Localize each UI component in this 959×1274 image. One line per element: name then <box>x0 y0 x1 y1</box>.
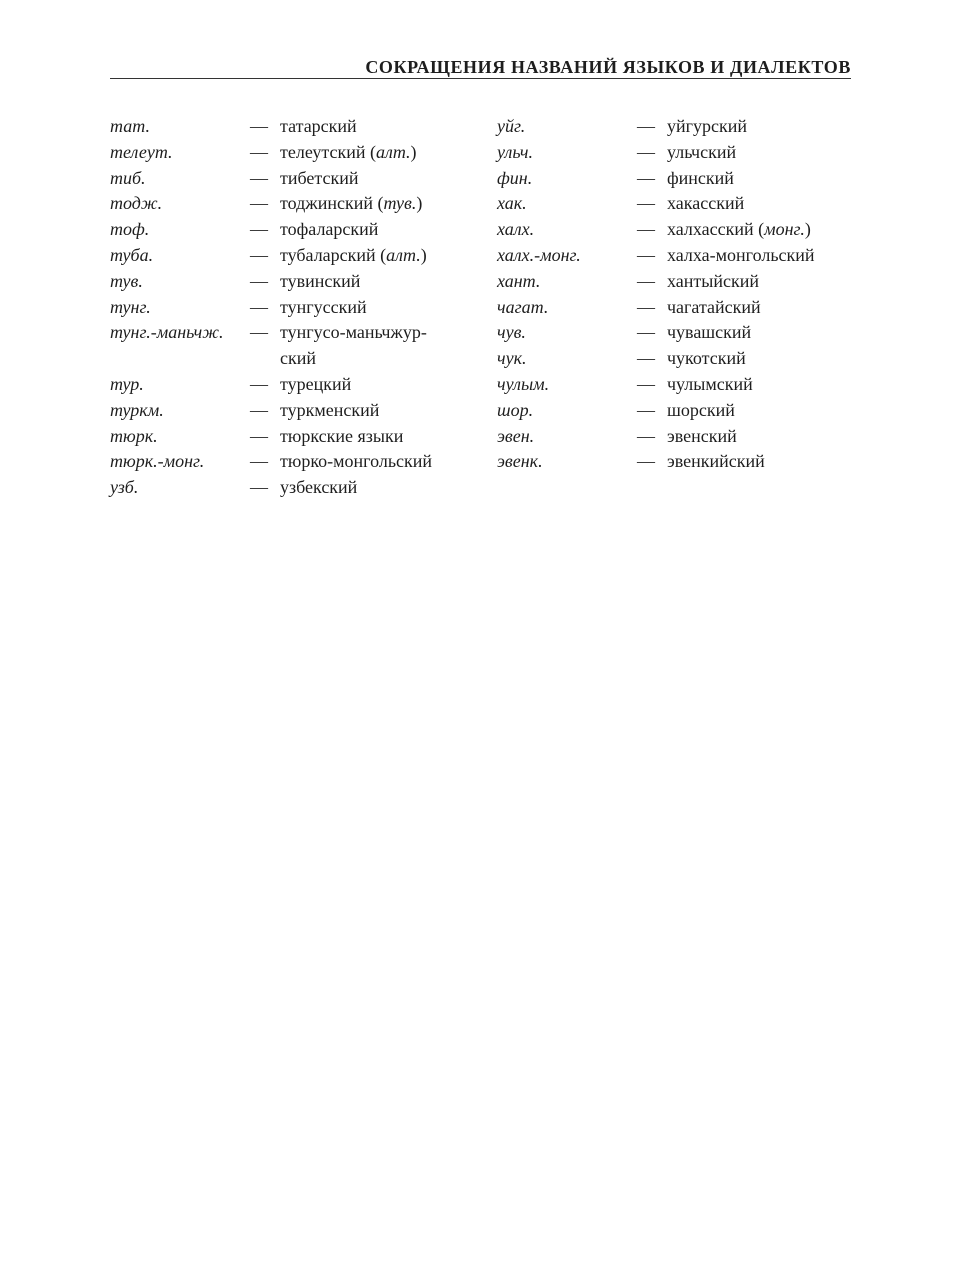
language-name <box>667 166 734 192</box>
language-name-text: финский <box>667 167 734 188</box>
language-name-text: туркменский <box>280 399 380 420</box>
language-name-text: тофаларский <box>280 219 379 240</box>
language-name <box>280 166 359 192</box>
em-dash: — <box>250 141 268 162</box>
abbreviation-entry <box>497 398 852 424</box>
abbreviation-entry <box>497 346 852 372</box>
abbreviation: тунг. <box>110 296 151 317</box>
abbreviation: тат. <box>110 116 150 136</box>
language-name-text: ульчский <box>667 141 737 162</box>
abbreviation: тув. <box>110 270 143 291</box>
abbreviation-entry <box>497 372 852 398</box>
language-name-text: тубаларский ( <box>280 244 387 265</box>
language-group-note: алт. <box>375 141 411 162</box>
abbreviation-entry <box>497 424 852 450</box>
language-name-text: хакасский <box>667 193 745 214</box>
language-name <box>667 243 815 269</box>
em-dash: — <box>250 322 268 343</box>
language-name <box>280 243 427 269</box>
em-dash: — <box>637 425 655 446</box>
language-name-text: эвенский <box>667 425 737 446</box>
abbreviation: эвенк. <box>497 451 543 472</box>
abbreviation: узб. <box>110 477 139 498</box>
closing-parenthesis: ) <box>804 219 811 240</box>
em-dash: — <box>250 477 268 498</box>
abbreviation: чулым. <box>497 373 550 394</box>
abbreviation-entry <box>497 166 852 192</box>
language-name <box>280 372 351 398</box>
abbreviation-entry <box>497 217 852 243</box>
language-name-text: тоджинский ( <box>280 193 384 214</box>
em-dash: — <box>637 244 655 265</box>
em-dash: — <box>250 193 268 214</box>
abbreviation-column-left <box>110 114 480 501</box>
language-name <box>667 398 735 424</box>
em-dash: — <box>250 167 268 188</box>
language-name-text: тюркские языки <box>280 425 404 446</box>
language-name-text: уйгурский <box>667 116 748 136</box>
em-dash: — <box>250 399 268 420</box>
abbreviation: халх.-монг. <box>497 244 581 265</box>
abbreviation: тур. <box>110 373 144 394</box>
abbreviation-entry <box>497 449 852 475</box>
language-name <box>280 449 432 475</box>
abbreviation-entry <box>110 269 480 295</box>
language-name-text: турецкий <box>280 373 352 394</box>
abbreviation-entry <box>110 217 480 243</box>
abbreviation-entry <box>497 320 852 346</box>
language-name-text: тюрко-монгольский <box>280 451 433 472</box>
abbreviation-entry <box>110 424 480 450</box>
abbreviation-entry <box>110 191 480 217</box>
language-name <box>667 449 765 475</box>
abbreviation: хант. <box>497 270 541 291</box>
abbreviation-entry <box>110 475 480 501</box>
em-dash: — <box>250 373 268 394</box>
abbreviation: туба. <box>110 244 154 265</box>
abbreviation: тюрк. <box>110 425 158 446</box>
abbreviation-entry <box>497 114 852 140</box>
em-dash: — <box>250 270 268 291</box>
em-dash: — <box>637 322 655 343</box>
language-name <box>667 114 747 140</box>
language-name <box>667 269 759 295</box>
language-group-note: монг. <box>764 219 805 240</box>
language-name-text: татарский <box>280 116 357 136</box>
abbreviation: тунг.-маньчж. <box>110 322 224 343</box>
language-name <box>667 320 751 346</box>
language-name-text: эвенкийский <box>667 451 765 472</box>
language-group-note: тув. <box>383 193 417 214</box>
language-name-text: телеутский ( <box>280 141 376 162</box>
abbreviation: уйг. <box>497 116 526 136</box>
em-dash: — <box>637 270 655 291</box>
abbreviation: телеут. <box>110 141 173 162</box>
abbreviation: хак. <box>497 193 527 214</box>
language-name-text: шорский <box>667 399 735 420</box>
em-dash: — <box>637 167 655 188</box>
em-dash: — <box>637 348 655 369</box>
abbreviation-entry <box>497 191 852 217</box>
closing-parenthesis: ) <box>420 244 427 265</box>
language-group-note: алт. <box>386 244 421 265</box>
language-name <box>667 372 753 398</box>
em-dash: — <box>637 141 655 162</box>
abbreviation: туркм. <box>110 399 164 420</box>
running-header <box>110 56 851 79</box>
language-name <box>667 295 761 321</box>
language-name <box>280 114 357 140</box>
abbreviation: тюрк.-монг. <box>110 451 205 472</box>
closing-parenthesis: ) <box>416 193 423 214</box>
language-name-text: чагатайский <box>667 296 761 317</box>
em-dash: — <box>637 451 655 472</box>
language-name-text: узбекский <box>280 477 358 498</box>
language-name-text: хантыйский <box>667 270 759 291</box>
abbreviation: эвен. <box>497 425 535 446</box>
abbreviation-entry <box>110 243 480 269</box>
abbreviation: чагат. <box>497 296 549 317</box>
language-name-text: чукотский <box>667 348 746 369</box>
running-title: СОКРАЩЕНИЯ НАЗВАНИЙ ЯЗЫКОВ И ДИАЛЕКТОВ <box>365 57 851 77</box>
language-name-text: чулымский <box>667 373 753 394</box>
language-name <box>280 475 357 501</box>
language-name-text: тунгусо-маньчжур- ский <box>280 322 427 369</box>
abbreviation: тоф. <box>110 219 150 240</box>
em-dash: — <box>637 373 655 394</box>
language-name-text: халха-монгольский <box>667 244 815 265</box>
language-name <box>280 269 360 295</box>
abbreviation-column-right <box>497 114 852 475</box>
language-name <box>280 295 367 321</box>
language-name <box>667 424 737 450</box>
abbreviation-entry <box>497 243 852 269</box>
language-name-text: тунгусский <box>280 296 367 317</box>
abbreviation-entry <box>497 295 852 321</box>
abbreviation: ульч. <box>497 141 533 162</box>
em-dash: — <box>250 451 268 472</box>
language-name <box>280 140 417 166</box>
language-name <box>280 424 403 450</box>
em-dash: — <box>250 296 268 317</box>
abbreviation-entry <box>110 114 480 140</box>
abbreviation-entry <box>497 140 852 166</box>
abbreviation: чув. <box>497 322 526 343</box>
abbreviation: чук. <box>497 348 527 369</box>
em-dash: — <box>250 219 268 240</box>
abbreviation: тодж. <box>110 193 163 214</box>
language-name <box>280 320 427 372</box>
abbreviation-entry <box>110 140 480 166</box>
abbreviation-entry <box>110 372 480 398</box>
em-dash: — <box>250 425 268 446</box>
closing-parenthesis: ) <box>410 141 417 162</box>
language-name-text: халхасский ( <box>667 219 765 240</box>
em-dash: — <box>637 399 655 420</box>
abbreviation: тиб. <box>110 167 146 188</box>
em-dash: — <box>637 193 655 214</box>
abbreviation: халх. <box>497 219 535 240</box>
em-dash: — <box>250 244 268 265</box>
em-dash: — <box>637 296 655 317</box>
language-name <box>280 217 378 243</box>
em-dash: — <box>637 219 655 240</box>
abbreviation-entry <box>110 398 480 424</box>
language-name <box>667 346 746 372</box>
abbreviation-entry <box>110 320 480 372</box>
language-name-text: чувашский <box>667 322 752 343</box>
abbreviation-entry <box>110 166 480 192</box>
abbreviation-entry <box>110 449 480 475</box>
abbreviation: шор. <box>497 399 534 420</box>
language-name <box>667 191 744 217</box>
language-name-text: тибетский <box>280 167 359 188</box>
language-name <box>667 217 811 243</box>
language-name <box>280 191 422 217</box>
em-dash: — <box>637 116 655 136</box>
abbreviation: фин. <box>497 167 533 188</box>
language-name-text: тувинский <box>280 270 361 291</box>
abbreviation-entry <box>110 295 480 321</box>
language-name <box>280 398 379 424</box>
em-dash: — <box>250 116 268 136</box>
language-name <box>667 140 736 166</box>
abbreviation-entry <box>497 269 852 295</box>
